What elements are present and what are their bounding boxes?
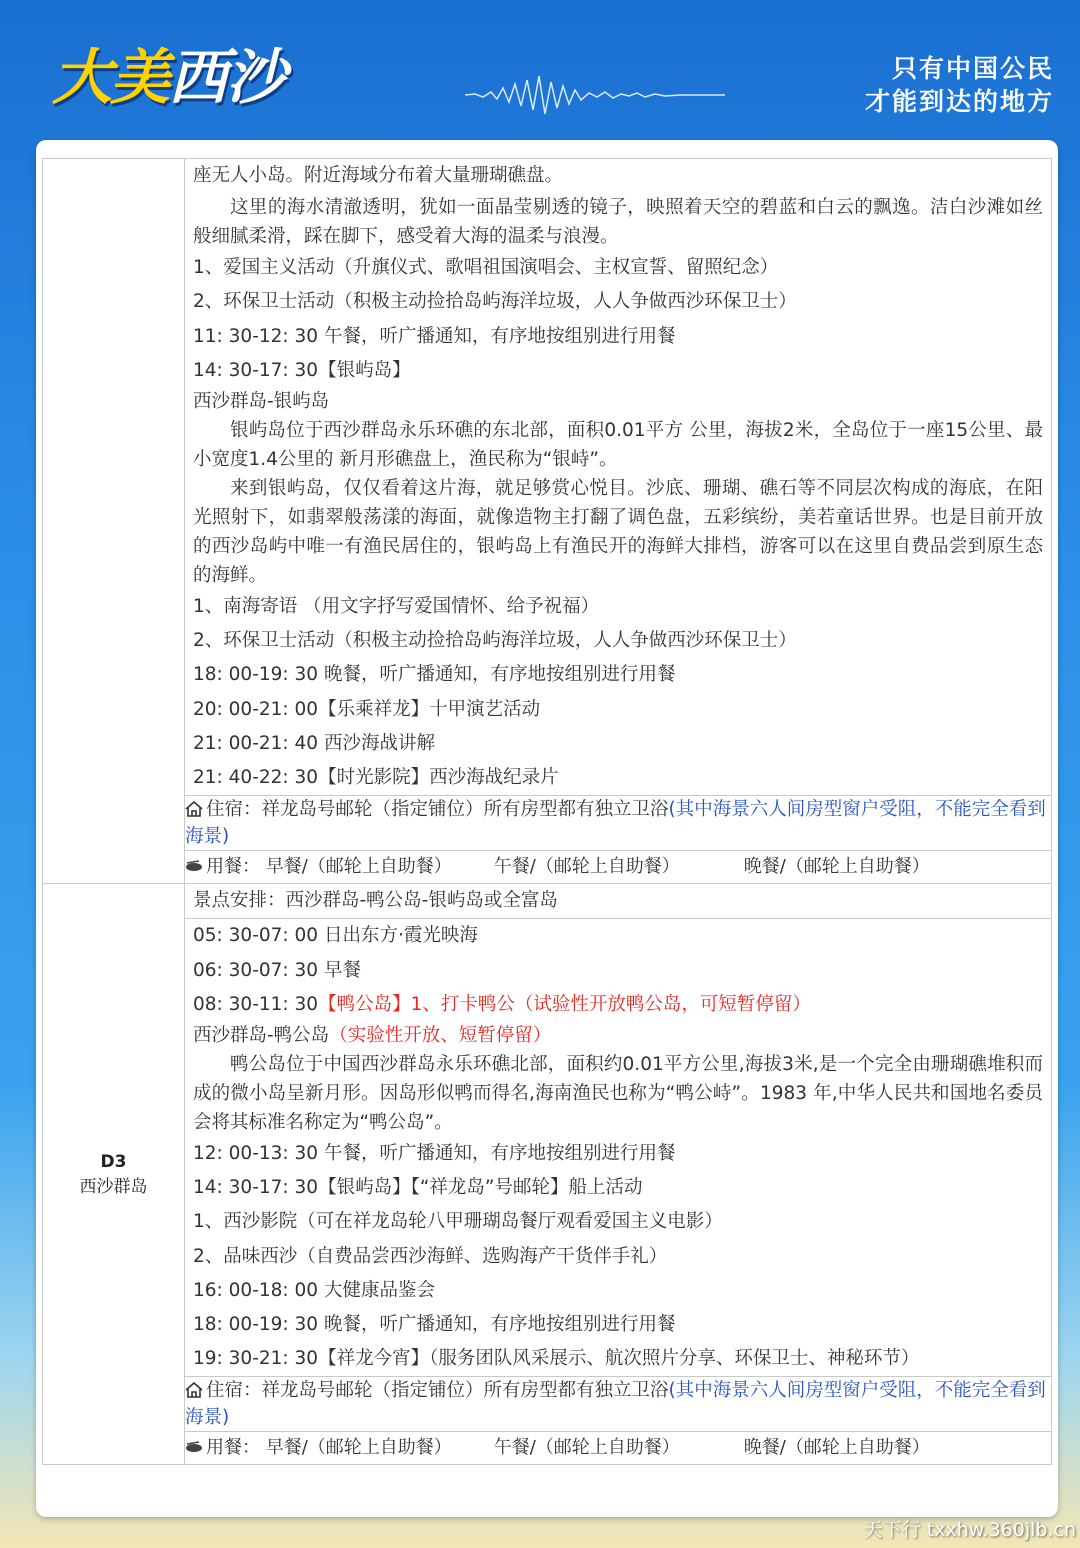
- description-paragraph: 来到银屿岛，仅仅看着这片海，就足够赏心悦目。沙底、珊瑚、礁石等不同层次构成的海底，在阳光照射下，如翡翠般荡漾的海面，就像造物主打翻了调色盘，五彩缤纷，美若童话世界。也是目前开放的西沙岛屿中唯一有渔民居住的，银屿岛上有渔民开的海鲜大排档，游客可以在这里自费品尝到原生态的海鲜。: [193, 478, 1043, 587]
- schedule-line: 14: 30-17: 30【银屿岛】: [193, 359, 411, 381]
- meal-breakfast: 早餐/（邮轮上自助餐）: [265, 856, 452, 878]
- d3-day-cell: [43, 884, 185, 1465]
- description-paragraph: 鸭公岛位于中国西沙群岛永乐环礁北部，面积约0.01平方公里,海拔3米,是一个完全由珊瑚礁堆积而成的微小岛呈新月形。因岛形似鸭而得名,海南渔民也称为“鸭公峙”。1983 年,中华人民共和国地名委员会将其标准名称定为“鸭公岛”。: [193, 1054, 1043, 1134]
- d3-content-row: [43, 884, 1052, 1377]
- d3-stay-row: [43, 1377, 1052, 1432]
- d3-accommodation-cell: [185, 1377, 1052, 1432]
- slogan-line-1: 只有中国公民: [891, 54, 1054, 83]
- description-paragraph: 银屿岛位于西沙群岛永乐环礁的东北部，面积0.01平方 公里，海拔2米，全岛位于一座15公里、最小宽度1.4公里的 新月形礁盘上，渔民称为“银峙”。: [193, 420, 1043, 471]
- d3-schedule-cell: [185, 884, 1052, 1377]
- schedule-line: 14: 30-17: 30【银屿岛】【“祥龙岛”号邮轮】船上活动: [193, 1177, 643, 1199]
- schedule-line: 1、爱国主义活动（升旗仪式、歌唱祖国演唱会、主权宣誓、留照纪念）: [193, 257, 779, 279]
- header-slogan: [865, 52, 1054, 118]
- schedule-line: 19: 30-21: 30【祥龙今宵】（服务团队风采展示、航次照片分享、环保卫士、神秘环节）: [193, 1348, 920, 1370]
- description-paragraph: 这里的海水清澈透明，犹如一面晶莹剔透的镜子，映照着天空的碧蓝和白云的飘逸。洁白沙滩如丝般细腻柔滑，踩在脚下，感受着大海的温柔与浪漫。: [193, 197, 1043, 248]
- d2-content-row: [43, 159, 1052, 796]
- schedule-line: 11: 30-12: 30 午餐，听广播通知，有序地按组别进行用餐: [193, 325, 676, 347]
- schedule-line: 西沙群岛-银屿岛: [193, 391, 330, 413]
- yagong-subtitle: 西沙群岛-鸭公岛: [193, 1025, 330, 1047]
- schedule-line: 景点安排：西沙群岛-鸭公岛-银屿岛或全富岛: [185, 884, 1051, 919]
- day-number: D3: [100, 1151, 127, 1172]
- schedule-line: 1、南海寄语 （用文字抒写爱国情怀、给予祝福）: [193, 596, 600, 618]
- d2-schedule-cell: [185, 159, 1052, 796]
- slogan-line-2: 才能到达的地方: [864, 87, 1054, 116]
- d3-meal-row: [43, 1432, 1052, 1465]
- itinerary-panel: [36, 140, 1058, 1517]
- yagong-highlight: 【鸭公岛】1、打卡鸭公（试验性开放鸭公岛，可短暂停留）: [318, 993, 811, 1015]
- meal-breakfast: 早餐/（邮轮上自助餐）: [265, 1437, 452, 1459]
- page-header: [0, 0, 1080, 140]
- sound-wave-decoration: [465, 70, 725, 120]
- schedule-line: 21: 40-22: 30【时光影院】西沙海战纪录片: [193, 767, 559, 789]
- d3-meal-cell: [185, 1432, 1052, 1465]
- stay-note: (其中海景六人间房型窗户受阻，不能完全看到海景): [185, 799, 1046, 848]
- meal-label: 用餐：: [206, 1437, 260, 1459]
- day-location: 西沙群岛: [79, 1176, 148, 1197]
- brand-logo: [52, 42, 284, 114]
- yagong-subtitle-note: （实验性开放、短暂停留）: [329, 1025, 552, 1047]
- schedule-line: 20: 00-21: 00【乐乘祥龙】十甲演艺活动: [193, 698, 541, 720]
- schedule-line: 2、品味西沙（自费品尝西沙海鲜、选购海产干货伴手礼）: [193, 1245, 668, 1267]
- stay-text: 祥龙岛号邮轮（指定铺位）所有房型都有独立卫浴: [261, 799, 669, 821]
- stay-note: (其中海景六人间房型窗户受阻，不能完全看到海景): [185, 1380, 1046, 1429]
- schedule-line: 2、环保卫士活动（积极主动捡拾岛屿海洋垃圾，人人争做西沙环保卫士）: [193, 630, 797, 652]
- meal-label: 用餐：: [206, 856, 260, 878]
- site-watermark: 天下行 txxhw.360jlb.cn: [863, 1519, 1076, 1541]
- itinerary-table: [42, 158, 1052, 1465]
- meal-lunch: 午餐/（邮轮上自助餐）: [493, 856, 680, 878]
- schedule-line: [185, 988, 1051, 1022]
- d2-stay-row: [43, 796, 1052, 851]
- logo-text-xisha: 西沙: [168, 43, 284, 113]
- schedule-line: 21: 00-21: 40 西沙海战讲解: [193, 732, 435, 754]
- logo-text-damei: 大美: [52, 43, 168, 113]
- meal-dinner: 晚餐/（邮轮上自助餐）: [743, 1437, 930, 1459]
- schedule-line: 座无人小岛。附近海域分布着大量珊瑚礁盘。: [193, 165, 564, 186]
- meal-lunch: 午餐/（邮轮上自助餐）: [493, 1437, 680, 1459]
- d2-accommodation-cell: [185, 796, 1052, 851]
- schedule-line: 16: 00-18: 00 大健康品鉴会: [193, 1279, 435, 1301]
- schedule-line: 1、西沙影院（可在祥龙岛轮八甲珊瑚岛餐厅观看爱国主义电影）: [193, 1211, 723, 1233]
- home-icon: [185, 1382, 203, 1398]
- meal-dinner: 晚餐/（邮轮上自助餐）: [743, 856, 930, 878]
- d2-meal-cell: [185, 851, 1052, 884]
- stay-label: 住宿：: [206, 799, 262, 821]
- d2-meal-row: [43, 851, 1052, 884]
- stay-text: 祥龙岛号邮轮（指定铺位）所有房型都有独立卫浴: [261, 1380, 669, 1402]
- stay-label: 住宿：: [206, 1380, 262, 1402]
- meal-icon: [185, 1439, 203, 1455]
- schedule-line: 06: 30-07: 30 早餐: [193, 959, 361, 981]
- schedule-line: [185, 1022, 1051, 1050]
- schedule-line: 18: 00-19: 30 晚餐，听广播通知，有序地按组别进行用餐: [193, 1314, 676, 1336]
- schedule-line: 18: 00-19: 30 晚餐，听广播通知，有序地按组别进行用餐: [193, 664, 676, 686]
- schedule-line: 2、环保卫士活动（积极主动捡拾岛屿海洋垃圾，人人争做西沙环保卫士）: [193, 291, 797, 313]
- schedule-line: 12: 00-13: 30 午餐，听广播通知，有序地按组别进行用餐: [193, 1143, 676, 1165]
- home-icon: [185, 801, 203, 817]
- schedule-line: 05: 30-07: 00 日出东方·霞光映海: [193, 925, 478, 947]
- yagong-time: 08: 30-11: 30: [193, 993, 319, 1015]
- d2-day-cell: [43, 159, 185, 884]
- meal-icon: [185, 858, 203, 874]
